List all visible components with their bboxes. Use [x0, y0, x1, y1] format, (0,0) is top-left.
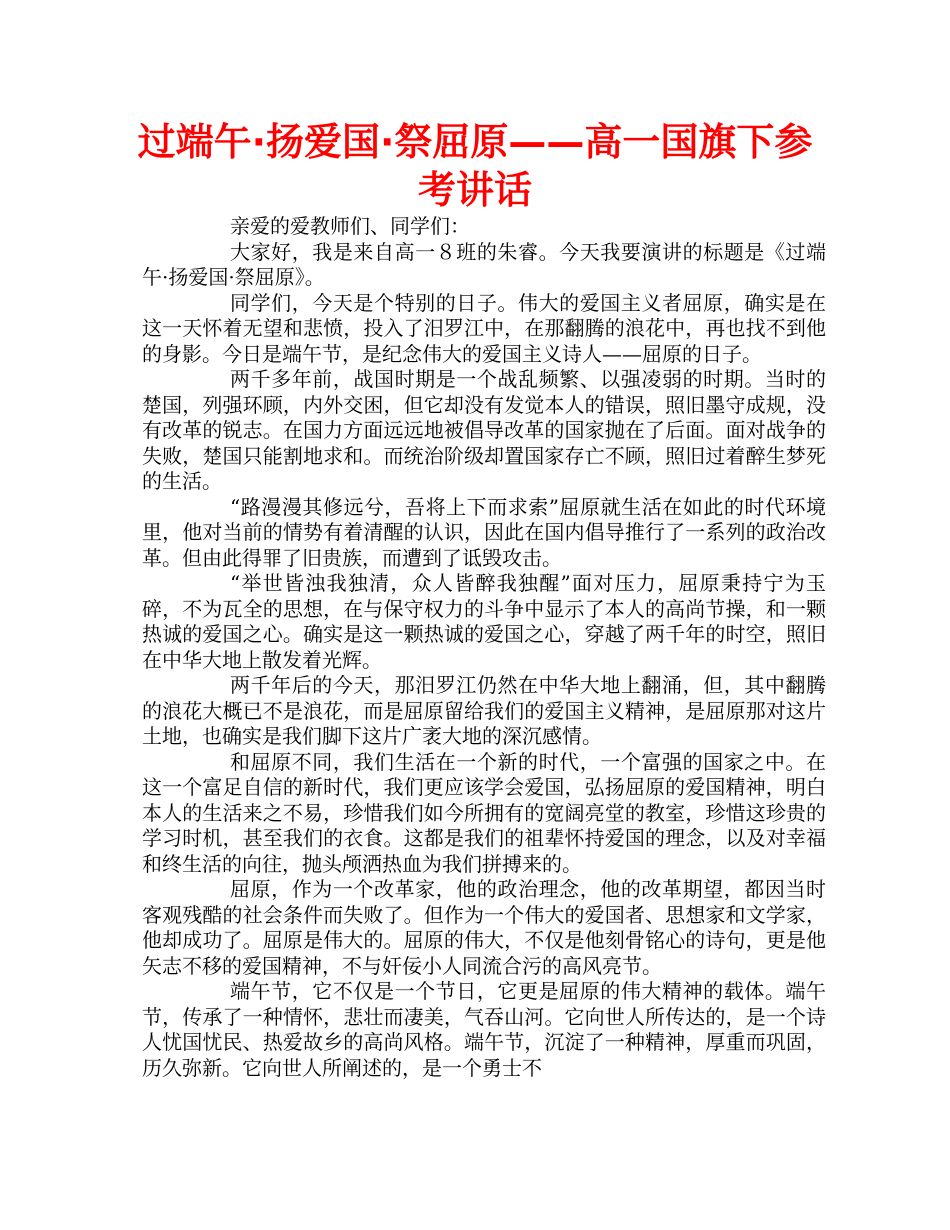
document-title: 过端午·扬爱国·祭屈原——高一国旗下参考讲话	[137, 120, 813, 212]
paragraph: 屈原，作为一个改革家，他的政治理念，他的改革期望，都因当时客观残酷的社会条件而失败了。但作为一个伟大的爱国者、思想家和文学家，他却成功了。屈原是伟大的。屈原的伟大，不仅是他刻骨铭心的诗句，更是他矢志不移的爱国精神，不与奸佞小人同流合污的高风亮节。	[142, 877, 826, 978]
paragraph: “举世皆浊我独清，众人皆醉我独醒”面对压力，屈原秉持宁为玉碎，不为瓦全的思想，在与保守权力的斗争中显示了本人的高尚节操，和一颗热诚的爱国之心。确实是这一颗热诚的爱国之心，穿越了两千年的时空，照旧在中华大地上散发着光辉。	[142, 571, 826, 672]
paragraph: 和屈原不同，我们生活在一个新的时代，一个富强的国家之中。在这一个富足自信的新时代，我们更应该学会爱国，弘扬屈原的爱国精神，明白本人的生活来之不易，珍惜我们如今所拥有的宽阔亮堂的教室，珍惜这珍贵的学习时机，甚至我们的衣食。这都是我们的祖辈怀持爱国的理念，以及对幸福和终生活的向往，抛头颅洒热血为我们拼搏来的。	[142, 749, 826, 876]
document-body	[142, 214, 826, 1081]
paragraph: “路漫漫其修远兮，吾将上下而求索”屈原就生活在如此的时代环境里，他对当前的情势有着清醒的认识，因此在国内倡导推行了一系列的政治改革。但由此得罪了旧贵族，而遭到了诋毁攻击。	[142, 494, 826, 570]
paragraph: 同学们，今天是个特别的日子。伟大的爱国主义者屈原，确实是在这一天怀着无望和悲愤，投入了汨罗江中，在那翻腾的浪花中，再也找不到他的身影。今日是端午节，是纪念伟大的爱国主义诗人——屈原的日子。	[142, 290, 826, 366]
paragraph: 两千多年前，战国时期是一个战乱频繁、以强凌弱的时期。当时的楚国，列强环顾，内外交困，但它却没有发觉本人的错误，照旧墨守成规，没有改革的锐志。在国力方面远远地被倡导改革的国家抛在了后面。面对战争的失败，楚国只能割地求和。而统治阶级却置国家存亡不顾，照旧过着醉生梦死的生活。	[142, 367, 826, 493]
paragraph: 大家好，我是来自高一８班的朱睿。今天我要演讲的标题是《过端午·扬爱国·祭屈原》。	[142, 239, 826, 289]
paragraph: 两千年后的今天，那汨罗江仍然在中华大地上翻涌，但，其中翻腾的浪花大概已不是浪花，而是屈原留给我们的爱国主义精神，是屈原那对这片土地，也确实是我们脚下这片广袤大地的深沉感情。	[142, 673, 826, 748]
paragraph: 端午节，它不仅是一个节日，它更是屈原的伟大精神的载体。端午节，传承了一种情怀，悲壮而凄美，气吞山河。它向世人所传达的，是一个诗人忧国忧民、热爱故乡的高尚风格。端午节，沉淀了一种精神，厚重而巩固，历久弥新。它向世人所阐述的，是一个勇士不	[142, 979, 826, 1080]
paragraph: 亲爱的爱教师们、同学们：	[230, 214, 470, 238]
